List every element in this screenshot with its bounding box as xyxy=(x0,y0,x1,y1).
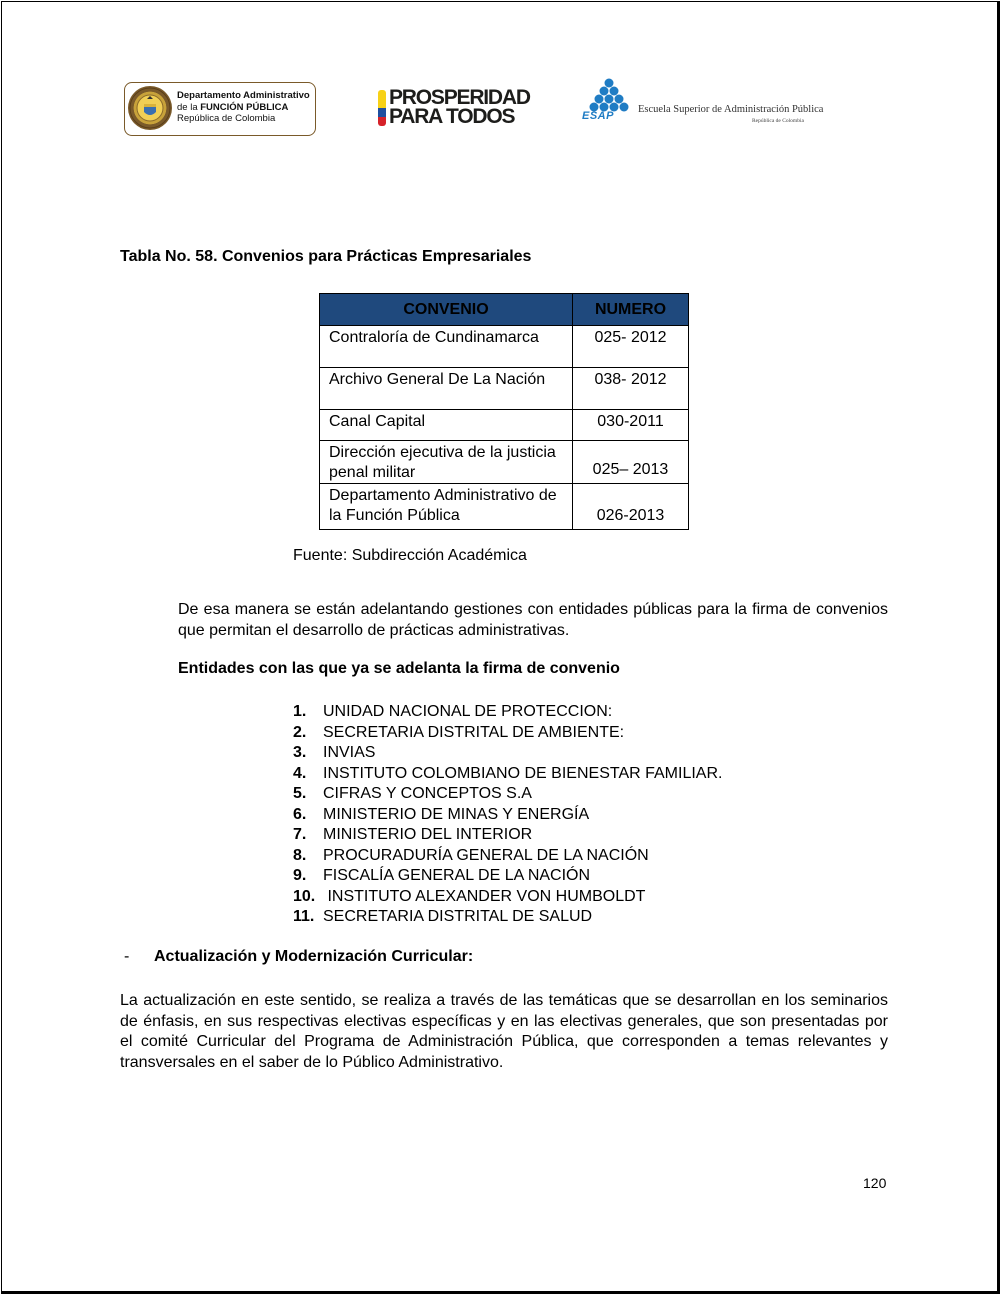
table-row xyxy=(320,368,689,410)
list-text: CIFRAS Y CONCEPTOS S.A xyxy=(323,785,532,802)
cell-convenio: Departamento Administrativo de la Función Pública xyxy=(320,484,573,530)
funcion-publica-text xyxy=(177,90,310,125)
list-text: INSTITUTO ALEXANDER VON HUMBOLDT xyxy=(323,887,646,905)
list-number: 11. xyxy=(293,908,315,925)
list-number: 2. xyxy=(293,723,307,741)
cell-convenio: Archivo General De La Nación xyxy=(320,368,573,410)
paragraph-actualizacion: La actualización en este sentido, se realiza a través de las temáticas que se desarrollan en los seminarios de énfasis, en sus respectivas electivas específicas y en las electivas generales, que son presentadas por el comité Curricular del Programa de Administración Pública, que corresponden a temas relevantes y transversales en el saber de lo Público Administrativo. xyxy=(120,992,888,1071)
esap-acronym: ESAP xyxy=(582,110,614,122)
esap-name: Escuela Superior de Administración Pública xyxy=(638,104,824,115)
cell-numero: 030-2011 xyxy=(573,410,689,441)
table-title: Tabla No. 58. Convenios para Prácticas Empresariales xyxy=(120,248,532,265)
logo-line2-prefix: de la xyxy=(177,101,198,113)
logo-line3: República de Colombia xyxy=(177,113,276,124)
section-heading: Actualización y Modernización Curricular: xyxy=(154,948,474,965)
list-item xyxy=(293,866,722,887)
prosperidad-text xyxy=(389,88,530,126)
cell-convenio: Contraloría de Cundinamarca xyxy=(320,326,573,368)
prosperidad-line2: PARA TODOS xyxy=(389,105,515,128)
list-text: PROCURADURÍA GENERAL DE LA NACIÓN xyxy=(323,846,649,864)
list-item xyxy=(293,723,722,744)
list-number: 4. xyxy=(293,764,307,782)
list-number: 8. xyxy=(293,846,307,864)
cell-numero: 025– 2013 xyxy=(573,441,689,484)
list-number: 10. xyxy=(293,887,316,905)
list-text: MINISTERIO DE MINAS Y ENERGÍA xyxy=(323,805,590,823)
table-row xyxy=(320,484,689,530)
entities-list xyxy=(293,702,722,928)
list-item xyxy=(293,702,722,723)
page-number: 120 xyxy=(863,1175,887,1191)
convenios-table xyxy=(319,293,689,530)
prosperidad-line1: PROSPERIDAD xyxy=(389,86,530,109)
header-convenio: CONVENIO xyxy=(320,294,573,326)
cell-numero: 025- 2012 xyxy=(573,326,689,368)
table-header-row xyxy=(320,294,689,326)
table-row xyxy=(320,410,689,441)
colombia-seal-icon xyxy=(128,86,172,130)
list-text: UNIDAD NACIONAL DE PROTECCION: xyxy=(323,703,613,720)
list-text: SECRETARIA DISTRITAL DE SALUD xyxy=(323,908,593,925)
logo-line2-bold: FUNCIÓN PÚBLICA xyxy=(200,101,289,113)
list-number: 6. xyxy=(293,805,307,823)
list-text: INVIAS xyxy=(323,744,376,761)
list-text: FISCALÍA GENERAL DE LA NACIÓN xyxy=(323,867,591,884)
list-item xyxy=(293,784,722,805)
list-number: 3. xyxy=(293,744,307,761)
list-item xyxy=(293,743,722,764)
header-numero: NUMERO xyxy=(573,294,689,326)
cell-numero: 026-2013 xyxy=(573,484,689,530)
logo-line1: Departamento Administrativo xyxy=(177,90,310,101)
section-bullet: - xyxy=(124,948,130,965)
list-item xyxy=(293,907,722,928)
table-row xyxy=(320,441,689,484)
list-text: INSTITUTO COLOMBIANO DE BIENESTAR FAMILIAR. xyxy=(323,764,723,782)
source-note: Fuente: Subdirección Académica xyxy=(293,547,527,564)
cell-convenio: Dirección ejecutiva de la justicia penal militar xyxy=(320,441,573,484)
funcion-publica-logo xyxy=(124,82,316,136)
list-item xyxy=(293,846,722,867)
colombia-flag-icon xyxy=(378,90,386,126)
list-text: MINISTERIO DEL INTERIOR xyxy=(323,826,533,843)
esap-country: República de Colombia xyxy=(752,118,804,124)
esap-dots-icon xyxy=(584,78,634,114)
cell-convenio: Canal Capital xyxy=(320,410,573,441)
cell-numero: 038- 2012 xyxy=(573,368,689,410)
list-number: 5. xyxy=(293,785,307,802)
document-page xyxy=(1,1,1000,1294)
list-number: 9. xyxy=(293,867,307,884)
prosperidad-logo xyxy=(376,88,531,128)
list-number: 1. xyxy=(293,703,307,720)
list-item xyxy=(293,825,722,846)
esap-logo xyxy=(580,78,824,130)
logo-line2 xyxy=(177,102,310,114)
entities-heading: Entidades con las que ya se adelanta la firma de convenio xyxy=(178,660,620,677)
list-item xyxy=(293,764,722,785)
list-number: 7. xyxy=(293,826,307,843)
list-item xyxy=(293,805,722,826)
list-text: SECRETARIA DISTRITAL DE AMBIENTE: xyxy=(323,723,625,741)
table-row xyxy=(320,326,689,368)
list-item xyxy=(293,887,722,908)
paragraph-gestiones: De esa manera se están adelantando gestiones con entidades públicas para la firma de convenios que permitan el desarrollo de prácticas administrativas. xyxy=(178,601,888,639)
